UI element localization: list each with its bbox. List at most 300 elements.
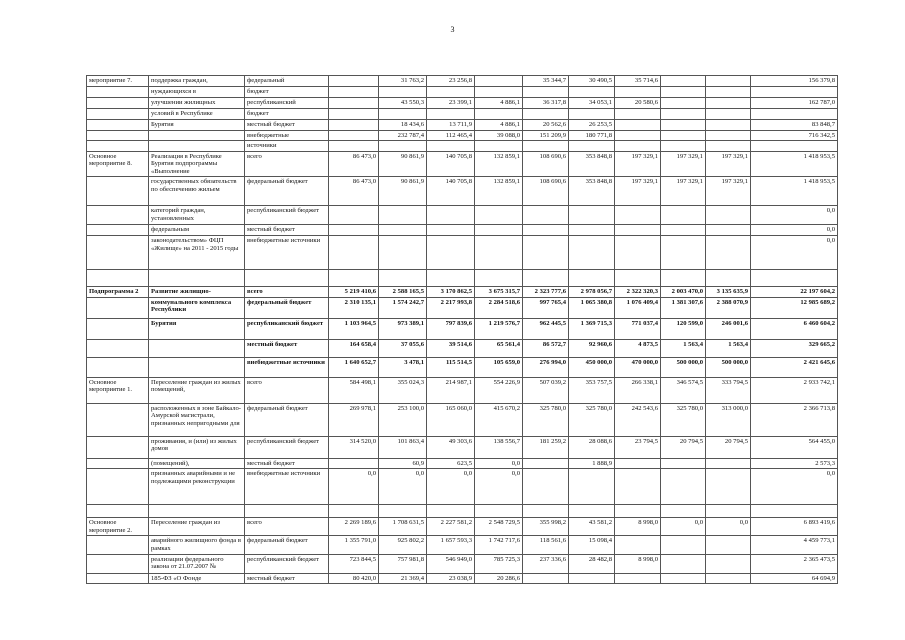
value-cell xyxy=(661,130,706,141)
value-cell: 313 000,0 xyxy=(706,403,751,436)
value-cell xyxy=(706,236,751,270)
value-cell xyxy=(379,87,427,98)
table-row xyxy=(87,236,838,270)
value-cell: 151 209,9 xyxy=(523,130,569,141)
value-cell xyxy=(427,225,475,236)
value-cell xyxy=(751,505,838,518)
value-cell xyxy=(706,109,751,120)
value-cell xyxy=(615,109,661,120)
value-cell xyxy=(661,236,706,270)
value-cell: 118 561,6 xyxy=(523,536,569,554)
description-cell: (помещений), xyxy=(149,458,245,469)
measure-cell xyxy=(87,87,149,98)
value-cell: 197 329,1 xyxy=(615,177,661,206)
value-cell: 132 859,1 xyxy=(475,177,523,206)
value-cell xyxy=(329,76,379,87)
funding-source-cell: местный бюджет xyxy=(245,120,329,131)
value-cell xyxy=(329,120,379,131)
value-cell xyxy=(615,120,661,131)
value-cell: 37 055,6 xyxy=(379,339,427,357)
value-cell: 6 460 604,2 xyxy=(751,318,838,339)
value-cell xyxy=(706,120,751,131)
value-cell: 165 060,0 xyxy=(427,403,475,436)
value-cell: 2 310 135,1 xyxy=(329,297,379,318)
value-cell: 108 690,6 xyxy=(523,151,569,177)
funding-source-cell: местный бюджет xyxy=(245,225,329,236)
value-cell xyxy=(661,573,706,584)
value-cell xyxy=(661,120,706,131)
value-cell xyxy=(329,141,379,152)
value-cell xyxy=(661,225,706,236)
value-cell xyxy=(751,270,838,287)
value-cell xyxy=(569,206,615,225)
value-cell: 39 088,0 xyxy=(475,130,523,141)
measure-cell: Основное мероприятие 8. xyxy=(87,151,149,177)
value-cell xyxy=(329,236,379,270)
value-cell xyxy=(706,141,751,152)
value-cell: 797 839,6 xyxy=(427,318,475,339)
value-cell: 180 771,8 xyxy=(569,130,615,141)
funding-source-cell: внебюджетные xyxy=(245,130,329,141)
description-cell xyxy=(149,270,245,287)
value-cell: 353 757,5 xyxy=(569,377,615,403)
description-cell: поддержка граждан, xyxy=(149,76,245,87)
value-cell: 140 705,8 xyxy=(427,177,475,206)
description-cell: Реализация в Республике Бурятия подпрограммы «Выполнение xyxy=(149,151,245,177)
value-cell: 237 336,6 xyxy=(523,554,569,573)
value-cell xyxy=(523,458,569,469)
value-cell xyxy=(329,225,379,236)
funding-source-cell: местный бюджет xyxy=(245,573,329,584)
value-cell: 39 514,6 xyxy=(427,339,475,357)
measure-cell xyxy=(87,357,149,377)
table-row xyxy=(87,141,838,152)
table-row xyxy=(87,76,838,87)
funding-source-cell: источники xyxy=(245,141,329,152)
measure-cell xyxy=(87,403,149,436)
value-cell xyxy=(661,98,706,109)
measure-cell xyxy=(87,120,149,131)
value-cell xyxy=(615,206,661,225)
value-cell xyxy=(379,206,427,225)
value-cell: 314 520,0 xyxy=(329,436,379,458)
value-cell: 500 000,0 xyxy=(706,357,751,377)
value-cell: 3 135 635,9 xyxy=(706,287,751,298)
value-cell: 4 873,5 xyxy=(615,339,661,357)
funding-source-cell: республиканский бюджет xyxy=(245,436,329,458)
value-cell xyxy=(329,87,379,98)
funding-source-cell: республиканский xyxy=(245,98,329,109)
funding-source-cell: внебюджетные источники xyxy=(245,469,329,505)
funding-source-cell: бюджет xyxy=(245,87,329,98)
value-cell: 31 763,2 xyxy=(379,76,427,87)
value-cell xyxy=(751,109,838,120)
table-row xyxy=(87,536,838,554)
value-cell: 22 197 604,2 xyxy=(751,287,838,298)
value-cell xyxy=(661,458,706,469)
value-cell: 12 985 689,2 xyxy=(751,297,838,318)
value-cell xyxy=(569,270,615,287)
measure-cell xyxy=(87,339,149,357)
value-cell: 132 859,1 xyxy=(475,151,523,177)
value-cell: 120 599,0 xyxy=(661,318,706,339)
value-cell: 1 574 242,7 xyxy=(379,297,427,318)
value-cell: 64 694,9 xyxy=(751,573,838,584)
description-cell: расположенных в зоне Байкало-Амурской магистрали, признанных непригодными для xyxy=(149,403,245,436)
value-cell: 18 434,6 xyxy=(379,120,427,131)
value-cell: 162 787,0 xyxy=(751,98,838,109)
value-cell xyxy=(661,87,706,98)
description-cell xyxy=(149,505,245,518)
value-cell xyxy=(706,536,751,554)
value-cell xyxy=(615,141,661,152)
value-cell: 973 389,1 xyxy=(379,318,427,339)
value-cell: 246 001,6 xyxy=(706,318,751,339)
funding-source-cell: внебюджетные источники xyxy=(245,236,329,270)
value-cell xyxy=(706,206,751,225)
description-cell: Бурятия xyxy=(149,318,245,339)
value-cell: 36 317,8 xyxy=(523,98,569,109)
value-cell: 26 253,5 xyxy=(569,120,615,131)
description-cell: государственных обязательств по обеспечению жильем xyxy=(149,177,245,206)
value-cell: 197 329,1 xyxy=(661,151,706,177)
funding-source-cell: республиканский бюджет xyxy=(245,206,329,225)
value-cell: 232 787,4 xyxy=(379,130,427,141)
value-cell: 1 369 715,3 xyxy=(569,318,615,339)
table-row xyxy=(87,403,838,436)
value-cell: 65 561,4 xyxy=(475,339,523,357)
funding-source-cell xyxy=(245,270,329,287)
value-cell: 43 581,2 xyxy=(569,518,615,536)
table-row xyxy=(87,109,838,120)
value-cell: 8 998,0 xyxy=(615,554,661,573)
description-cell xyxy=(149,339,245,357)
value-cell: 0,0 xyxy=(751,206,838,225)
value-cell: 140 705,8 xyxy=(427,151,475,177)
budget-table xyxy=(86,75,838,584)
value-cell: 181 259,2 xyxy=(523,436,569,458)
value-cell xyxy=(475,225,523,236)
description-cell: Переселение граждан из xyxy=(149,518,245,536)
table-row xyxy=(87,120,838,131)
value-cell xyxy=(615,87,661,98)
value-cell: 4 459 773,1 xyxy=(751,536,838,554)
value-cell: 1 563,4 xyxy=(661,339,706,357)
value-cell: 1 563,4 xyxy=(706,339,751,357)
value-cell xyxy=(706,573,751,584)
value-cell: 2 421 645,6 xyxy=(751,357,838,377)
value-cell: 1 640 652,7 xyxy=(329,357,379,377)
value-cell: 346 574,5 xyxy=(661,377,706,403)
measure-cell xyxy=(87,177,149,206)
value-cell: 86 473,0 xyxy=(329,151,379,177)
value-cell xyxy=(329,505,379,518)
value-cell: 4 886,1 xyxy=(475,120,523,131)
value-cell xyxy=(615,236,661,270)
value-cell xyxy=(569,469,615,505)
value-cell xyxy=(329,270,379,287)
value-cell: 3 170 862,5 xyxy=(427,287,475,298)
value-cell xyxy=(379,225,427,236)
value-cell: 112 465,4 xyxy=(427,130,475,141)
value-cell: 2 548 729,5 xyxy=(475,518,523,536)
value-cell: 266 338,1 xyxy=(615,377,661,403)
value-cell xyxy=(706,505,751,518)
value-cell: 2 366 713,8 xyxy=(751,403,838,436)
value-cell: 138 556,7 xyxy=(475,436,523,458)
measure-cell xyxy=(87,436,149,458)
funding-source-cell: всего xyxy=(245,287,329,298)
value-cell: 0,0 xyxy=(751,469,838,505)
description-cell: коммунального комплекса Республики xyxy=(149,297,245,318)
description-cell: законодательством» ФЦП «Жилище» на 2011 - 2015 годы xyxy=(149,236,245,270)
value-cell: 3 478,1 xyxy=(379,357,427,377)
value-cell xyxy=(615,469,661,505)
value-cell xyxy=(615,130,661,141)
value-cell xyxy=(751,87,838,98)
measure-cell xyxy=(87,141,149,152)
value-cell: 0,0 xyxy=(379,469,427,505)
value-cell: 2 573,3 xyxy=(751,458,838,469)
table-row xyxy=(87,505,838,518)
value-cell xyxy=(615,505,661,518)
value-cell xyxy=(475,206,523,225)
value-cell: 92 960,6 xyxy=(569,339,615,357)
value-cell: 564 455,0 xyxy=(751,436,838,458)
funding-source-cell xyxy=(245,505,329,518)
value-cell xyxy=(661,76,706,87)
measure-cell: Основное мероприятие 1. xyxy=(87,377,149,403)
value-cell: 329 665,2 xyxy=(751,339,838,357)
measure-cell xyxy=(87,318,149,339)
value-cell: 325 780,0 xyxy=(523,403,569,436)
value-cell: 355 024,3 xyxy=(379,377,427,403)
value-cell: 20 794,5 xyxy=(661,436,706,458)
value-cell: 2 322 320,3 xyxy=(615,287,661,298)
description-cell: проживания, и (или) из жилых домов xyxy=(149,436,245,458)
value-cell: 13 711,9 xyxy=(427,120,475,131)
value-cell: 0,0 xyxy=(427,469,475,505)
measure-cell xyxy=(87,505,149,518)
measure-cell: мероприятие 7. xyxy=(87,76,149,87)
value-cell: 8 998,0 xyxy=(615,518,661,536)
value-cell xyxy=(329,98,379,109)
description-cell: условий в Республике xyxy=(149,109,245,120)
value-cell xyxy=(661,554,706,573)
value-cell xyxy=(661,109,706,120)
value-cell: 20 580,6 xyxy=(615,98,661,109)
value-cell xyxy=(661,536,706,554)
description-cell xyxy=(149,141,245,152)
value-cell xyxy=(706,458,751,469)
description-cell: категорий граждан, установленных xyxy=(149,206,245,225)
value-cell xyxy=(475,236,523,270)
table-row xyxy=(87,270,838,287)
value-cell: 86 473,0 xyxy=(329,177,379,206)
value-cell: 4 886,1 xyxy=(475,98,523,109)
value-cell xyxy=(615,536,661,554)
value-cell: 35 714,6 xyxy=(615,76,661,87)
table-row xyxy=(87,206,838,225)
value-cell: 2 588 165,5 xyxy=(379,287,427,298)
description-cell: Переселение граждан из жилых помещений, xyxy=(149,377,245,403)
page-number: 3 xyxy=(450,25,455,34)
value-cell: 1 065 380,8 xyxy=(569,297,615,318)
value-cell: 507 039,2 xyxy=(523,377,569,403)
value-cell: 584 498,1 xyxy=(329,377,379,403)
description-cell: нуждающихся в xyxy=(149,87,245,98)
value-cell xyxy=(569,225,615,236)
value-cell: 23 038,9 xyxy=(427,573,475,584)
value-cell: 197 329,1 xyxy=(706,177,751,206)
value-cell: 2 269 189,6 xyxy=(329,518,379,536)
measure-cell xyxy=(87,573,149,584)
value-cell: 925 802,2 xyxy=(379,536,427,554)
table-row xyxy=(87,357,838,377)
value-cell: 623,5 xyxy=(427,458,475,469)
value-cell xyxy=(706,225,751,236)
value-cell: 500 000,0 xyxy=(661,357,706,377)
value-cell: 253 100,0 xyxy=(379,403,427,436)
value-cell: 15 098,4 xyxy=(569,536,615,554)
value-cell xyxy=(661,469,706,505)
value-cell xyxy=(523,236,569,270)
description-cell: признанных аварийными и не подлежащими реконструкции xyxy=(149,469,245,505)
value-cell: 1 418 953,5 xyxy=(751,151,838,177)
value-cell: 2 388 070,9 xyxy=(706,297,751,318)
table-row xyxy=(87,297,838,318)
table-row xyxy=(87,98,838,109)
value-cell: 0,0 xyxy=(475,458,523,469)
value-cell: 0,0 xyxy=(329,469,379,505)
value-cell xyxy=(706,554,751,573)
value-cell: 21 369,4 xyxy=(379,573,427,584)
description-cell: федеральным xyxy=(149,225,245,236)
value-cell xyxy=(329,458,379,469)
value-cell: 115 514,5 xyxy=(427,357,475,377)
value-cell: 333 794,5 xyxy=(706,377,751,403)
measure-cell: Основное мероприятие 2. xyxy=(87,518,149,536)
value-cell xyxy=(706,469,751,505)
value-cell: 0,0 xyxy=(661,518,706,536)
funding-source-cell: федеральный бюджет xyxy=(245,536,329,554)
value-cell: 962 445,5 xyxy=(523,318,569,339)
value-cell xyxy=(523,505,569,518)
value-cell xyxy=(523,109,569,120)
value-cell xyxy=(379,236,427,270)
table-row xyxy=(87,87,838,98)
value-cell xyxy=(379,270,427,287)
measure-cell xyxy=(87,270,149,287)
description-cell xyxy=(149,130,245,141)
value-cell xyxy=(379,141,427,152)
value-cell: 415 670,2 xyxy=(475,403,523,436)
table-row xyxy=(87,554,838,573)
measure-cell: Подпрограмма 2 xyxy=(87,287,149,298)
value-cell xyxy=(569,109,615,120)
value-cell xyxy=(615,270,661,287)
measure-cell xyxy=(87,554,149,573)
value-cell xyxy=(569,236,615,270)
value-cell xyxy=(569,505,615,518)
table-row xyxy=(87,130,838,141)
value-cell xyxy=(427,206,475,225)
value-cell xyxy=(379,505,427,518)
value-cell: 276 994,0 xyxy=(523,357,569,377)
value-cell xyxy=(706,87,751,98)
funding-source-cell: местный бюджет xyxy=(245,458,329,469)
value-cell: 1 076 409,4 xyxy=(615,297,661,318)
value-cell: 0,0 xyxy=(751,236,838,270)
value-cell: 2 933 742,1 xyxy=(751,377,838,403)
measure-cell xyxy=(87,225,149,236)
value-cell xyxy=(706,270,751,287)
value-cell: 1 219 576,7 xyxy=(475,318,523,339)
value-cell: 325 780,0 xyxy=(661,403,706,436)
value-cell: 197 329,1 xyxy=(661,177,706,206)
value-cell: 2 323 777,6 xyxy=(523,287,569,298)
value-cell: 554 226,9 xyxy=(475,377,523,403)
value-cell xyxy=(329,109,379,120)
value-cell: 716 342,5 xyxy=(751,130,838,141)
value-cell: 723 844,5 xyxy=(329,554,379,573)
value-cell: 28 482,8 xyxy=(569,554,615,573)
value-cell: 3 675 315,7 xyxy=(475,287,523,298)
value-cell: 2 227 581,2 xyxy=(427,518,475,536)
value-cell xyxy=(661,270,706,287)
value-cell: 2 003 470,0 xyxy=(661,287,706,298)
description-cell: аварийного жилищного фонда в рамках xyxy=(149,536,245,554)
measure-cell xyxy=(87,469,149,505)
value-cell: 0,0 xyxy=(475,469,523,505)
measure-cell xyxy=(87,98,149,109)
value-cell: 1 381 307,6 xyxy=(661,297,706,318)
value-cell xyxy=(475,109,523,120)
value-cell xyxy=(427,236,475,270)
value-cell: 23 399,1 xyxy=(427,98,475,109)
value-cell: 6 893 419,6 xyxy=(751,518,838,536)
value-cell xyxy=(661,141,706,152)
funding-source-cell: местный бюджет xyxy=(245,339,329,357)
funding-source-cell: внебюджетные источники xyxy=(245,357,329,377)
value-cell: 2 365 473,5 xyxy=(751,554,838,573)
value-cell xyxy=(661,505,706,518)
value-cell xyxy=(475,141,523,152)
value-cell: 214 987,1 xyxy=(427,377,475,403)
value-cell: 34 053,1 xyxy=(569,98,615,109)
value-cell: 1 355 791,0 xyxy=(329,536,379,554)
value-cell: 35 344,7 xyxy=(523,76,569,87)
funding-source-cell: федеральный xyxy=(245,76,329,87)
value-cell: 1 657 593,3 xyxy=(427,536,475,554)
table-row xyxy=(87,339,838,357)
value-cell xyxy=(706,98,751,109)
value-cell xyxy=(523,141,569,152)
table-row xyxy=(87,518,838,536)
value-cell: 353 848,8 xyxy=(569,177,615,206)
funding-source-cell: бюджет xyxy=(245,109,329,120)
measure-cell xyxy=(87,109,149,120)
value-cell: 269 978,1 xyxy=(329,403,379,436)
value-cell xyxy=(523,573,569,584)
value-cell: 23 256,8 xyxy=(427,76,475,87)
value-cell: 30 490,5 xyxy=(569,76,615,87)
table-row xyxy=(87,318,838,339)
value-cell: 997 765,4 xyxy=(523,297,569,318)
value-cell: 450 000,0 xyxy=(569,357,615,377)
funding-source-cell: всего xyxy=(245,518,329,536)
value-cell xyxy=(523,270,569,287)
